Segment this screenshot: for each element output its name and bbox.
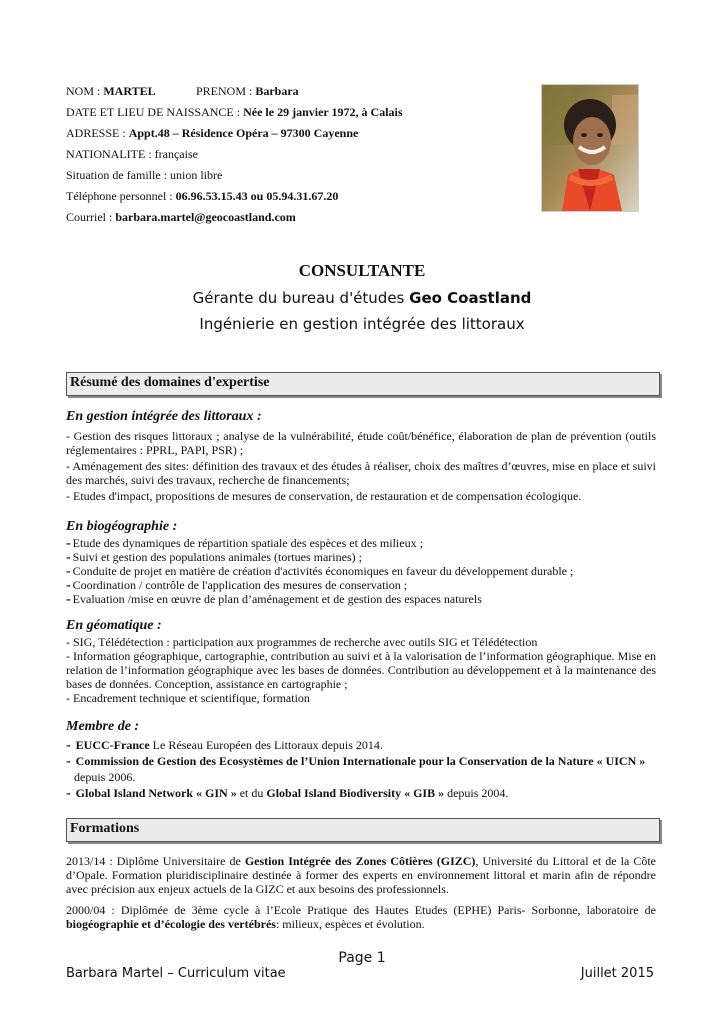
formation-text: 2013/14 : Diplôme Universitaire de	[66, 854, 245, 868]
email-line	[66, 210, 296, 225]
subtitle-line	[0, 289, 724, 307]
section-formations	[66, 818, 660, 842]
gizc-item: - Etudes d'impact, propositions de mesures de conservation, de restauration et de compensation écologique.	[66, 489, 582, 503]
membre-item-cont: depuis 2006.	[74, 770, 136, 784]
birth-value: Née le 29 janvier 1972, à Calais	[243, 105, 403, 119]
gizc-item: - Aménagement des sites: définition des travaux et des études à réaliser, choix des maîtres d’œuvres, mise en place et suivi des marchés, suivi des travaux, recherche de financements;	[66, 459, 656, 487]
nom-value: MARTEL	[103, 84, 156, 98]
address-line	[66, 126, 358, 141]
biogeo-item: - Coordination / contrôle de l'application des mesures de conservation ;	[66, 578, 656, 593]
formation-item	[66, 854, 656, 896]
family-value: union libre	[169, 168, 223, 182]
biogeo-item: - Suivi et gestion des populations animales (tortues marines) ;	[66, 550, 656, 565]
phone-value: 06.96.53.15.43 ou 05.94.31.67.20	[175, 189, 339, 203]
subtitle-2: Ingénierie en gestion intégrée des littoraux	[199, 315, 525, 333]
geomatique-item: - Information géographique, cartographie, contribution au suivi et à la valorisation de l’information géographique. Mise en relation de l’information géographique avec les bases de données. Contribution au développement et à la maintenance des bases de données. Conception, assistance en cartographie ;	[66, 649, 656, 691]
membre-item	[66, 738, 656, 753]
name-line	[66, 84, 156, 99]
profile-photo	[541, 84, 639, 212]
membre-org: Global Island Network « GIN »	[75, 786, 237, 800]
formation-text: , Université du Littoral et de la Côte d’Opale. Formation pluridisciplinaire destinée à former des experts en environnement littoral et marin afin de répondre avec précision aux enjeux actuels de la GIZC et aux besoins des professionnels.	[66, 854, 656, 896]
prenom-label: PRENOM :	[196, 84, 256, 98]
membre-org: Commission de Gestion des Ecosystèmes de l’Union Internationale pour la Conservation de la Nature « UICN »	[75, 754, 646, 768]
birth-line	[66, 105, 403, 120]
gizc-item: - Gestion des risques littoraux ; analyse de la vulnérabilité, étude coût/bénéfice, élaboration de plan de prévention (outils réglementaires : PPRL, PAPI, PSR) ;	[66, 429, 656, 457]
membre-item	[66, 786, 656, 801]
company-name: Geo Coastland	[409, 289, 532, 307]
birth-label: DATE ET LIEU DE NAISSANCE :	[66, 105, 244, 119]
address-label: ADRESSE :	[66, 126, 129, 140]
nom-label: NOM :	[66, 84, 104, 98]
biogeo-heading: En biogéographie :	[66, 519, 178, 534]
nationality-line	[66, 147, 198, 162]
prenom-line	[196, 84, 299, 99]
formation-item	[66, 903, 656, 931]
nationality-label: NATIONALITE :	[66, 147, 155, 161]
geomatique-heading: En géomatique :	[66, 618, 162, 633]
formation-text: 2000/04 : Diplômée de 3ème cycle à l’Ecole Pratique des Hautes Etudes (EPHE) Paris- Sorbonne, laboratoire de	[66, 903, 656, 917]
phone-line	[66, 189, 338, 204]
membre-text: et du	[236, 786, 267, 800]
portrait-image	[542, 85, 638, 211]
page-number: Page 1	[338, 950, 386, 966]
section-expertise-title: Résumé des domaines d'expertise	[70, 375, 270, 390]
gizc-heading: En gestion intégrée des littoraux :	[66, 409, 262, 424]
geomatique-item: - Encadrement technique et scientifique, formation	[66, 691, 310, 705]
formation-title: Gestion Intégrée des Zones Côtières (GIZC)	[244, 854, 476, 868]
family-label: Situation de famille :	[66, 168, 170, 182]
address-value: Appt.48 – Résidence Opéra – 97300 Cayenne	[128, 126, 359, 140]
membre-text: Le Réseau Européen des Littoraux depuis 2014.	[149, 738, 383, 752]
formation-text: : milieux, espèces et évolution.	[275, 917, 425, 931]
biogeo-item: - Evaluation /mise en œuvre de plan d’aménagement et de gestion des espaces naturels	[66, 592, 656, 607]
membre-org: EUCC-France	[75, 738, 150, 752]
membre-text: depuis 2004.	[444, 786, 509, 800]
membre-item	[66, 754, 656, 769]
biogeo-item: - Etude des dynamiques de répartition spatiale des espèces et des milieux ;	[66, 536, 656, 551]
family-line	[66, 168, 222, 183]
prenom-value: Barbara	[255, 84, 299, 98]
membre-org: Global Island Biodiversity « GIB »	[266, 786, 445, 800]
phone-label: Téléphone personnel :	[66, 189, 176, 203]
geomatique-item: - SIG, Télédétection : participation aux programmes de recherche avec outils SIG et Télédétection	[66, 635, 538, 649]
email-label: Courriel :	[66, 210, 116, 224]
email-link[interactable]: barbara.martel@geocoastland.com	[115, 210, 296, 224]
membre-heading: Membre de :	[66, 719, 140, 734]
formation-title: biogéographie et d’écologie des vertébrés	[66, 917, 276, 931]
footer-right: Juillet 2015	[580, 966, 654, 981]
section-expertise	[66, 372, 660, 396]
nationality-value: française	[154, 147, 198, 161]
role-title: CONSULTANTE	[298, 261, 426, 280]
biogeo-item: - Conduite de projet en matière de création d'activités économiques en faveur du développement durable ;	[66, 564, 656, 579]
subtitle-prefix: Gérante du bureau d'études	[192, 289, 410, 307]
section-formations-title: Formations	[70, 821, 140, 836]
footer-left: Barbara Martel – Curriculum vitae	[66, 966, 286, 981]
